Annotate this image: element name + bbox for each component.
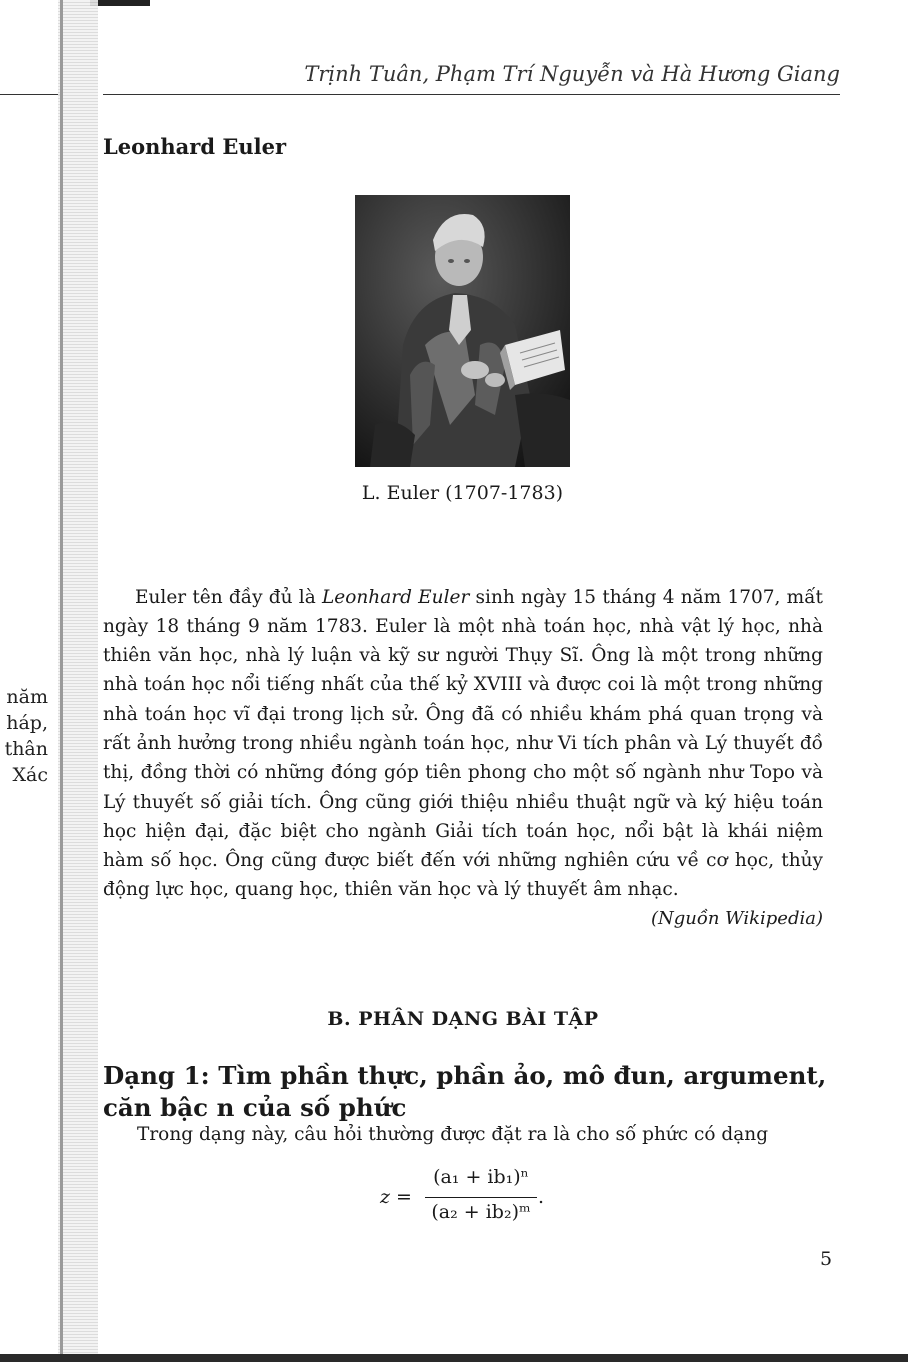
bio-body-text: sinh ngày 15 tháng 4 năm 1707, mất ngày 18 tháng 9 năm 1783. Euler là một nhà toán học, nhà vật lý học, nhà thiên văn học, nhà lý luận và kỹ sư người Thụy Sĩ. Ông là một trong những nhà toán học nổi tiếng nhất của thế kỷ XVIII và được coi là một trong những nhà toán học vĩ đại trong lịch sử. Ông đã có nhiều khám phá quan trọng và rất ảnh hưởng trong nhiều ngành toán học, như Vi tích phân và Lý thuyết đồ thị, đồng thời có những đóng góp tiên phong cho một số ngành như Topo và Lý thuyết số giải tích. Ông cũng giới thiệu nhiều thuật ngữ và ký hiệu toán học hiện đại, đặc biệt cho ngành Giải tích toán học, nổi bật là khái niệm hàm số học. Ông cũng được biết đến với những nghiên cứu về cơ học, thủy động lực học, quang học, thiên văn học và lý thuyết âm nhạc. [103, 586, 823, 901]
adjacent-fragment: Xác [12, 764, 48, 786]
source-citation: (Nguồn Wikipedia) [650, 908, 823, 929]
adjacent-page-rule [0, 94, 60, 95]
running-head: Trịnh Tuân, Phạm Trí Nguyễn và Hà Hương Giang [304, 62, 840, 86]
euler-portrait-image [355, 195, 570, 467]
bio-full-name: Leonhard Euler [322, 586, 470, 608]
biography-paragraph [103, 583, 823, 905]
scan-top-mark [90, 0, 150, 6]
header-rule [103, 94, 840, 95]
intro-text: Trong dạng này, câu hỏi thường được đặt ra là cho số phức có dạng [137, 1124, 769, 1145]
formula-fraction [425, 1166, 537, 1229]
formula-trailing: . [538, 1186, 545, 1208]
complex-number-formula [380, 1166, 580, 1230]
adjacent-fragment: háp, [6, 712, 48, 734]
section-heading: B. PHÂN DẠNG BÀI TẬP [327, 1008, 599, 1030]
portrait-caption: L. Euler (1707-1783) [361, 482, 564, 504]
bio-lead-text: Euler tên đầy đủ là [135, 586, 323, 608]
binding-gutter [58, 0, 98, 1362]
fraction-bar [425, 1197, 537, 1198]
gutter-edge-line [60, 0, 63, 1362]
formula-denominator: (a₂ + ib₂)ᵐ [431, 1201, 531, 1224]
subsection-heading: Dạng 1: Tìm phần thực, phần ảo, mô đun, argument, căn bậc n của số phức [103, 1061, 827, 1122]
formula-lhs: z = [380, 1186, 412, 1208]
biography-heading: Leonhard Euler [103, 134, 287, 159]
adjacent-page-text [0, 684, 48, 788]
adjacent-fragment: năm [6, 686, 48, 708]
page-number: 5 [820, 1248, 833, 1270]
formula-numerator: (a₁ + ib₁)ⁿ [433, 1166, 529, 1188]
scan-bottom-edge [0, 1354, 908, 1362]
adjacent-fragment: thân [4, 738, 48, 760]
